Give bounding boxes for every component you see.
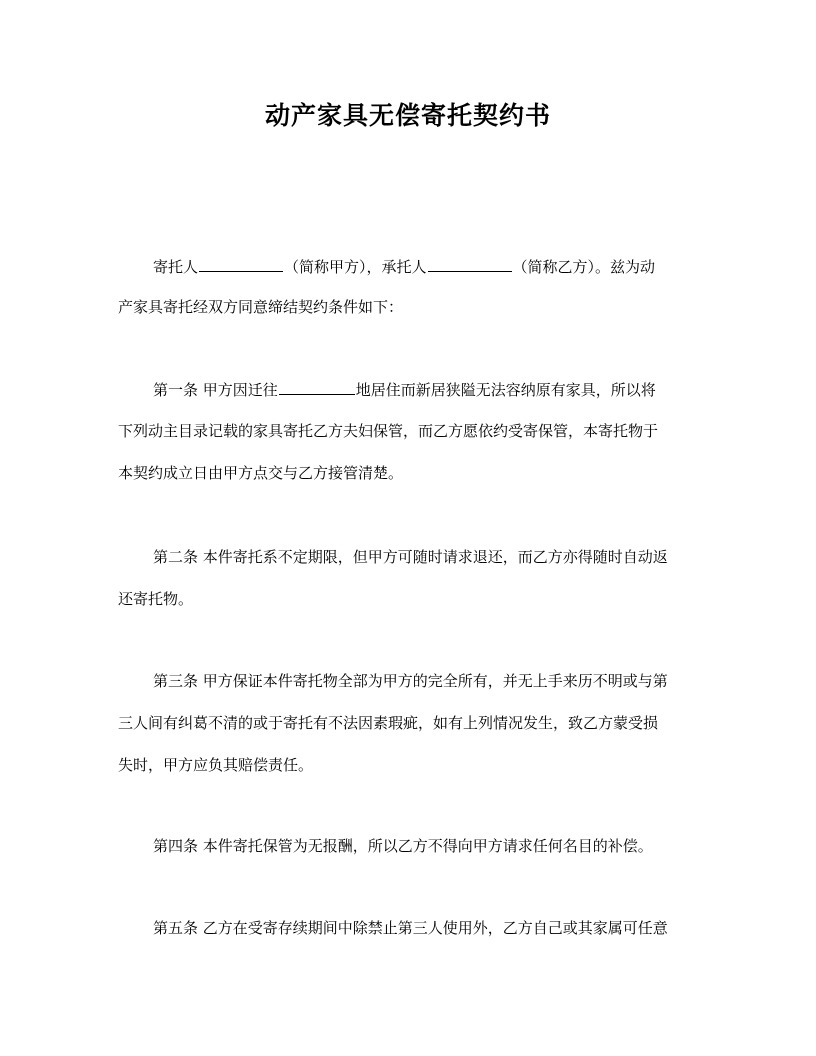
article-5-line-1: 第五条 乙方在受寄存续期间中除禁止第三人使用外，乙方自己或其家属可任意 [153,919,668,937]
article-1-line-2: 下列动主目录记载的家具寄托乙方夫妇保管，而乙方愿依约受寄保管，本寄托物于 [118,422,659,440]
article-3-line-2: 三人间有纠葛不清的或于寄托有不法因素瑕疵，如有上列情况发生，致乙方蒙受损 [118,714,659,732]
article-4-line-1: 第四条 本件寄托保管为无报酬，所以乙方不得向甲方请求任何名目的补偿。 [153,837,653,855]
consignor-name-blank [199,256,283,272]
intro-text-a: 寄托人 [153,258,199,276]
article-2-line-1: 第二条 本件寄托系不定期限，但甲方可随时请求退还，而乙方亦得随时自动返 [153,548,668,566]
intro-line-1 [153,256,655,276]
article-1-text-a: 第一条 甲方因迁往 [153,381,278,399]
intro-text-c: （简称乙方）。兹为动 [512,258,656,276]
destination-blank [279,379,355,395]
intro-line-2: 产家具寄托经双方同意缔结契约条件如下： [118,298,404,316]
article-1-line-3: 本契约成立日由甲方点交与乙方接管清楚。 [118,464,404,482]
article-3-line-1: 第三条 甲方保证本件寄托物全部为甲方的完全所有，并无上手来历不明或与第 [153,672,668,690]
intro-text-b: （简称甲方），承托人 [284,258,427,276]
document-title: 动产家具无偿寄托契约书 [264,101,551,130]
article-2-line-2: 还寄托物。 [118,590,194,608]
article-1-line-1 [153,379,656,399]
article-1-text-b: 地居住而新居狭隘无法容纳原有家具，所以将 [355,381,656,399]
article-3-line-3: 失时，甲方应负其赔偿责任。 [118,756,314,774]
custodian-name-blank [428,256,512,272]
